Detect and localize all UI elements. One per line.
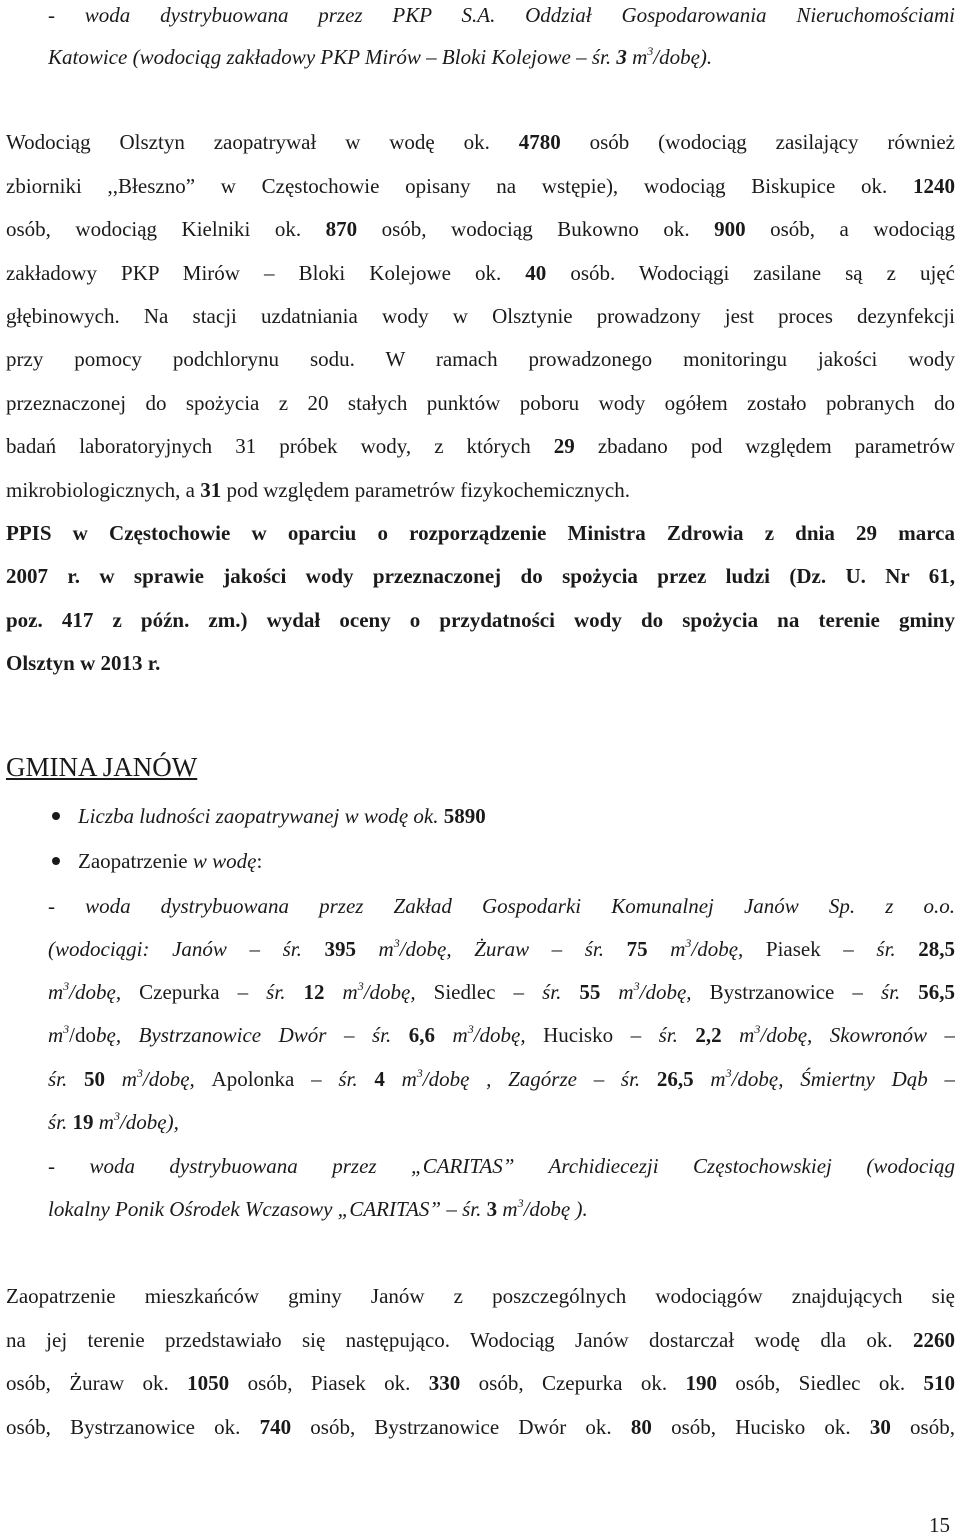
text-line: mikrobiologicznych, a 31 pod względem parametrów fizykochemicznych. (6, 478, 630, 502)
text-line: śr. 50 $m^3$/dobę, Apolonka – śr. 4 $m^3$/dobę , Zagórze – śr. 26,5 $m^3$/dobę, Śmiertny Dąb – (48, 1066, 955, 1091)
text-line: $m^3$/dobę, Czepurka – śr. 12 $m^3$/dobę, Siedlec – śr. 55 $m^3$/dobę, Bystrzanowice – śr. 56,5 (48, 979, 955, 1004)
text-line: osób, wodociąg Kielniki ok. 870 osób, wodociąg Bukowno ok. 900 osób, a wodociąg (6, 217, 955, 241)
text-line: poz. 417 z późn. zm.) wydał oceny o przydatności wody do spożycia na terenie gminy (6, 608, 955, 632)
text-line: Zaopatrzenie mieszkańców gminy Janów z poszczególnych wodociągów znajdujących się (6, 1284, 955, 1308)
bullet-dot-icon (52, 812, 60, 820)
bullet-item: Zaopatrzenie w wodę: (6, 846, 955, 876)
text-line: głębinowych. Na stacji uzdatniania wody w Olsztynie prowadzony jest proces dezynfekcji (6, 304, 955, 328)
text-line: PPIS w Częstochowie w oparciu o rozporządzenie Ministra Zdrowia z dnia 29 marca (6, 521, 955, 545)
text-line: - woda dystrybuowana przez Zakład Gospodarki Komunalnej Janów Sp. z o.o. (48, 894, 955, 918)
page-number: 15 (929, 1513, 950, 1537)
text-line: śr. 19 $m^3/dobę$), (48, 1109, 179, 1134)
text-line: przy pomocy podchlorynu sodu. W ramach prowadzonego monitoringu jakości wody (6, 347, 955, 371)
bullet-item: Liczba ludności zaopatrywanej w wodę ok. 5890 (6, 801, 955, 831)
text-line: Katowice (wodociąg zakładowy PKP Mirów – Bloki Kolejowe – śr. 3 $m^3/dobę$). (48, 44, 713, 69)
text-line: - woda dystrybuowana przez „CARITAS” Archidiecezji Częstochowskiej (wodociąg (48, 1154, 955, 1178)
text-line: Wodociąg Olsztyn zaopatrywał w wodę ok. 4780 osób (wodociąg zasilający również (6, 130, 955, 154)
text-line: (wodociągi: Janów – śr. 395 $m^3$/dobę, Żuraw – śr. 75 $m^3$/dobę, Piasek – śr. 28,5 (48, 936, 955, 961)
text-line: Olsztyn w 2013 r. (6, 651, 161, 675)
text-line: - woda dystrybuowana przez PKP S.A. Oddział Gospodarowania Nieruchomościami (48, 3, 955, 27)
text-line: przeznaczonej do spożycia z 20 stałych punktów poboru wody ogółem zostało pobranych do (6, 391, 955, 415)
text-line: $m^3$/dobę, Bystrzanowice Dwór – śr. 6,6 $m^3$/dobę, Hucisko – śr. 2,2 $m^3$/dobę, Skowronów – (48, 1022, 955, 1047)
bullet-dot-icon (52, 857, 60, 865)
section-heading: GMINA JANÓW (6, 752, 198, 782)
text-line: zakładowy PKP Mirów – Bloki Kolejowe ok. 40 osób. Wodociągi zasilane są z ujęć (6, 261, 955, 285)
text-line: na jej terenie przedstawiało się następująco. Wodociąg Janów dostarczał wodę dla ok. 2260 (6, 1328, 955, 1352)
text-line: lokalny Ponik Ośrodek Wczasowy „CARITAS” – śr. 3 $m^3$/dobę ). (48, 1196, 588, 1221)
text-line: badań laboratoryjnych 31 próbek wody, z których 29 zbadano pod względem parametrów (6, 434, 955, 458)
text-line: zbiorniki ,,Błeszno” w Częstochowie opisany na wstępie), wodociąg Biskupice ok. 1240 (6, 174, 955, 198)
text-line: osób, Bystrzanowice ok. 740 osób, Bystrzanowice Dwór ok. 80 osób, Hucisko ok. 30 osób, (6, 1415, 955, 1439)
text-line: osób, Żuraw ok. 1050 osób, Piasek ok. 330 osób, Czepurka ok. 190 osób, Siedlec ok. 510 (6, 1371, 955, 1395)
text-line: 2007 r. w sprawie jakości wody przeznaczonej do spożycia przez ludzi (Dz. U. Nr 61, (6, 564, 955, 588)
